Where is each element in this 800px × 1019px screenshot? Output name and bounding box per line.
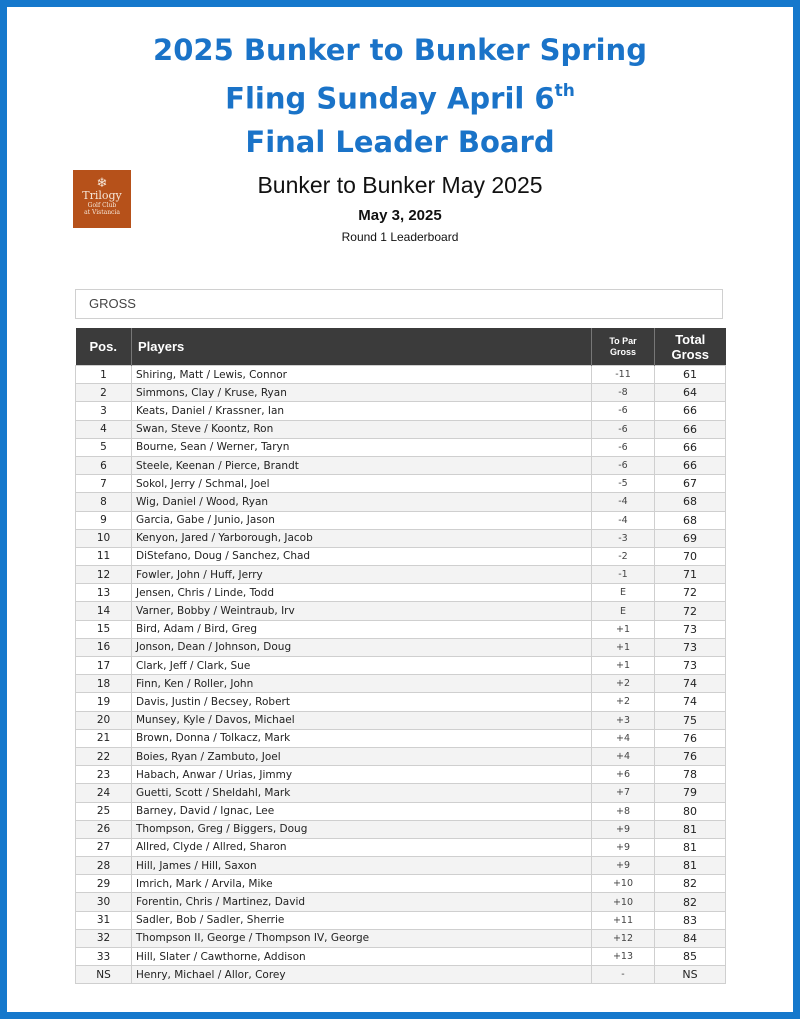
logo-brand: Trilogy: [82, 189, 122, 202]
table-row: [76, 784, 726, 802]
row-total: 66: [655, 438, 726, 456]
row-players: Hill, James / Hill, Saxon: [132, 857, 592, 875]
row-pos: 28: [76, 857, 132, 875]
table-row: [76, 711, 726, 729]
row-total: 72: [655, 602, 726, 620]
table-row: [76, 766, 726, 784]
row-total: NS: [655, 966, 726, 984]
row-pos: 1: [76, 366, 132, 384]
leaderboard-table: [75, 328, 726, 984]
row-to-par: -1: [592, 566, 655, 584]
row-to-par: -5: [592, 475, 655, 493]
row-players: DiStefano, Doug / Sanchez, Chad: [132, 547, 592, 565]
row-total: 68: [655, 511, 726, 529]
row-pos: 32: [76, 929, 132, 947]
row-total: 73: [655, 638, 726, 656]
table-row: [76, 802, 726, 820]
row-pos: 31: [76, 911, 132, 929]
row-to-par: +8: [592, 802, 655, 820]
event-round: Round 1 Leaderboard: [341, 230, 459, 244]
row-total: 74: [655, 675, 726, 693]
row-players: Varner, Bobby / Weintraub, Irv: [132, 602, 592, 620]
row-pos: 6: [76, 456, 132, 474]
row-players: Bourne, Sean / Werner, Taryn: [132, 438, 592, 456]
row-total: 82: [655, 875, 726, 893]
row-pos: NS: [76, 966, 132, 984]
row-total: 81: [655, 838, 726, 856]
row-to-par: +12: [592, 929, 655, 947]
row-total: 75: [655, 711, 726, 729]
row-pos: 13: [76, 584, 132, 602]
row-total: 76: [655, 747, 726, 765]
table-row: [76, 820, 726, 838]
row-pos: 18: [76, 675, 132, 693]
row-to-par: -2: [592, 547, 655, 565]
leaderboard-body: [76, 366, 726, 984]
row-total: 66: [655, 456, 726, 474]
row-players: Thompson II, George / Thompson IV, George: [132, 929, 592, 947]
row-to-par: -6: [592, 420, 655, 438]
row-to-par: -11: [592, 366, 655, 384]
row-to-par: +2: [592, 693, 655, 711]
row-pos: 8: [76, 493, 132, 511]
row-total: 68: [655, 493, 726, 511]
row-total: 78: [655, 766, 726, 784]
table-row: [76, 693, 726, 711]
row-players: Henry, Michael / Allor, Corey: [132, 966, 592, 984]
table-row: [76, 675, 726, 693]
header-pos: Pos.: [76, 328, 132, 366]
row-total: 74: [655, 693, 726, 711]
row-total: 71: [655, 566, 726, 584]
row-to-par: +6: [592, 766, 655, 784]
row-total: 66: [655, 402, 726, 420]
headline-line-2: [7, 72, 793, 121]
row-to-par: -6: [592, 456, 655, 474]
row-total: 81: [655, 857, 726, 875]
headline-line-2-suffix: th: [554, 81, 575, 101]
table-row: [76, 475, 726, 493]
row-pos: 33: [76, 948, 132, 966]
row-to-par: +9: [592, 857, 655, 875]
row-to-par: E: [592, 584, 655, 602]
row-players: Bird, Adam / Bird, Greg: [132, 620, 592, 638]
table-row: [76, 747, 726, 765]
row-to-par: +10: [592, 893, 655, 911]
table-row: [76, 584, 726, 602]
header-to-par-line-1: To Par: [609, 335, 637, 346]
row-players: Shiring, Matt / Lewis, Connor: [132, 366, 592, 384]
row-pos: 3: [76, 402, 132, 420]
row-to-par: -4: [592, 493, 655, 511]
row-to-par: +4: [592, 747, 655, 765]
table-row: [76, 729, 726, 747]
row-pos: 12: [76, 566, 132, 584]
row-to-par: +11: [592, 911, 655, 929]
table-row: [76, 838, 726, 856]
row-to-par: +10: [592, 875, 655, 893]
row-pos: 27: [76, 838, 132, 856]
row-players: Boies, Ryan / Zambuto, Joel: [132, 747, 592, 765]
row-to-par: +1: [592, 638, 655, 656]
table-row: [76, 566, 726, 584]
table-row: [76, 602, 726, 620]
row-total: 85: [655, 948, 726, 966]
row-pos: 25: [76, 802, 132, 820]
row-to-par: -4: [592, 511, 655, 529]
row-players: Allred, Clyde / Allred, Sharon: [132, 838, 592, 856]
row-pos: 22: [76, 747, 132, 765]
row-pos: 26: [76, 820, 132, 838]
table-row: [76, 929, 726, 947]
row-players: Kenyon, Jared / Yarborough, Jacob: [132, 529, 592, 547]
table-row: [76, 402, 726, 420]
table-row: [76, 384, 726, 402]
row-pos: 7: [76, 475, 132, 493]
row-players: Guetti, Scott / Sheldahl, Mark: [132, 784, 592, 802]
table-row: [76, 875, 726, 893]
row-total: 66: [655, 420, 726, 438]
header-players: Players: [132, 328, 592, 366]
row-to-par: -: [592, 966, 655, 984]
row-players: Habach, Anwar / Urias, Jimmy: [132, 766, 592, 784]
table-row: [76, 893, 726, 911]
row-to-par: +4: [592, 729, 655, 747]
row-pos: 16: [76, 638, 132, 656]
row-to-par: +2: [592, 675, 655, 693]
header-total-gross: [655, 328, 726, 366]
row-players: Forentin, Chris / Martinez, David: [132, 893, 592, 911]
row-total: 73: [655, 620, 726, 638]
row-players: Swan, Steve / Koontz, Ron: [132, 420, 592, 438]
headline-line-3: Final Leader Board: [245, 124, 555, 159]
header-total-line-1: Total: [675, 331, 706, 347]
table-row: [76, 657, 726, 675]
table-row: [76, 456, 726, 474]
table-row: [76, 529, 726, 547]
row-total: 67: [655, 475, 726, 493]
table-row: [76, 620, 726, 638]
headline-line-2-text: Fling Sunday April 6: [225, 81, 555, 116]
table-row: [76, 547, 726, 565]
row-pos: 21: [76, 729, 132, 747]
row-players: Simmons, Clay / Kruse, Ryan: [132, 384, 592, 402]
row-players: Barney, David / Ignac, Lee: [132, 802, 592, 820]
row-pos: 30: [76, 893, 132, 911]
row-pos: 19: [76, 693, 132, 711]
row-to-par: +1: [592, 657, 655, 675]
headline-line-1: 2025 Bunker to Bunker Spring: [153, 33, 647, 67]
row-total: 81: [655, 820, 726, 838]
row-pos: 20: [76, 711, 132, 729]
table-row: [76, 966, 726, 984]
logo-tagline-2: at Vistancia: [84, 209, 120, 216]
header-total-line-2: Gross: [671, 346, 710, 362]
table-row: [76, 857, 726, 875]
row-pos: 14: [76, 602, 132, 620]
table-row: [76, 366, 726, 384]
row-pos: 23: [76, 766, 132, 784]
row-to-par: -3: [592, 529, 655, 547]
golfer-logo-icon: ❄: [96, 176, 108, 191]
event-date: May 3, 2025: [358, 207, 442, 224]
row-players: Finn, Ken / Roller, John: [132, 675, 592, 693]
row-to-par: +3: [592, 711, 655, 729]
row-total: 69: [655, 529, 726, 547]
table-row: [76, 511, 726, 529]
row-to-par: -8: [592, 384, 655, 402]
gross-section-label: GROSS: [75, 289, 723, 319]
row-total: 83: [655, 911, 726, 929]
row-total: 64: [655, 384, 726, 402]
row-pos: 2: [76, 384, 132, 402]
row-pos: 17: [76, 657, 132, 675]
table-row: [76, 948, 726, 966]
row-players: Davis, Justin / Becsey, Robert: [132, 693, 592, 711]
row-players: Imrich, Mark / Arvila, Mike: [132, 875, 592, 893]
row-pos: 5: [76, 438, 132, 456]
row-players: Jensen, Chris / Linde, Todd: [132, 584, 592, 602]
event-title: Bunker to Bunker May 2025: [257, 172, 543, 198]
row-players: Brown, Donna / Tolkacz, Mark: [132, 729, 592, 747]
table-row: [76, 493, 726, 511]
table-row: [76, 911, 726, 929]
row-players: Munsey, Kyle / Davos, Michael: [132, 711, 592, 729]
row-total: 76: [655, 729, 726, 747]
row-to-par: -6: [592, 402, 655, 420]
headline: [7, 29, 793, 164]
row-pos: 11: [76, 547, 132, 565]
row-players: Thompson, Greg / Biggers, Doug: [132, 820, 592, 838]
row-total: 82: [655, 893, 726, 911]
header-to-par-line-2: Gross: [609, 346, 636, 357]
row-pos: 10: [76, 529, 132, 547]
row-players: Wig, Daniel / Wood, Ryan: [132, 493, 592, 511]
row-pos: 15: [76, 620, 132, 638]
row-players: Keats, Daniel / Krassner, Ian: [132, 402, 592, 420]
row-to-par: E: [592, 602, 655, 620]
row-pos: 9: [76, 511, 132, 529]
row-players: Sokol, Jerry / Schmal, Joel: [132, 475, 592, 493]
row-pos: 24: [76, 784, 132, 802]
row-total: 70: [655, 547, 726, 565]
row-players: Jonson, Dean / Johnson, Doug: [132, 638, 592, 656]
row-to-par: -6: [592, 438, 655, 456]
row-to-par: +9: [592, 838, 655, 856]
row-pos: 29: [76, 875, 132, 893]
row-total: 72: [655, 584, 726, 602]
row-total: 80: [655, 802, 726, 820]
table-row: [76, 420, 726, 438]
row-total: 73: [655, 657, 726, 675]
row-to-par: +9: [592, 820, 655, 838]
row-players: Clark, Jeff / Clark, Sue: [132, 657, 592, 675]
row-total: 79: [655, 784, 726, 802]
logo-tagline-1: Golf Club: [87, 202, 117, 209]
table-row: [76, 638, 726, 656]
row-total: 84: [655, 929, 726, 947]
row-to-par: +13: [592, 948, 655, 966]
row-players: Sadler, Bob / Sadler, Sherrie: [132, 911, 592, 929]
row-players: Garcia, Gabe / Junio, Jason: [132, 511, 592, 529]
header-to-par-gross: [592, 328, 655, 366]
row-to-par: +7: [592, 784, 655, 802]
table-row: [76, 438, 726, 456]
row-pos: 4: [76, 420, 132, 438]
row-players: Hill, Slater / Cawthorne, Addison: [132, 948, 592, 966]
row-total: 61: [655, 366, 726, 384]
row-players: Steele, Keenan / Pierce, Brandt: [132, 456, 592, 474]
row-to-par: +1: [592, 620, 655, 638]
row-players: Fowler, John / Huff, Jerry: [132, 566, 592, 584]
leaderboard-header-row: [76, 328, 726, 366]
